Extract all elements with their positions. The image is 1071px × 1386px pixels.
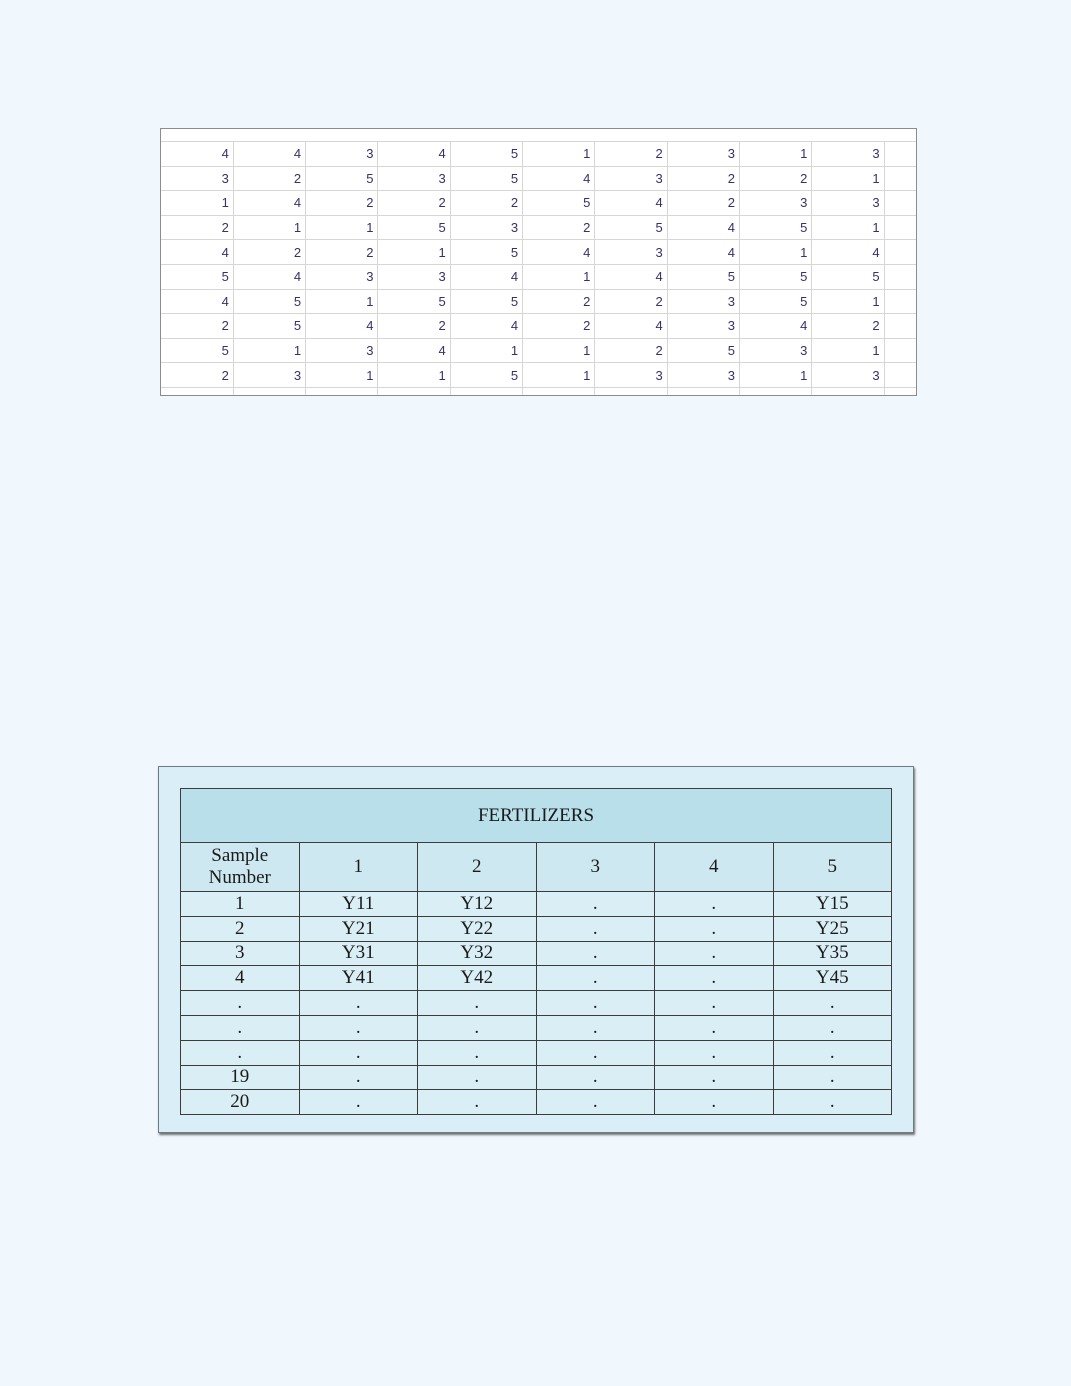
sheet-cell[interactable]: 4 [161,289,233,314]
spreadsheet-table [161,141,917,396]
sheet-cell[interactable]: 1 [812,289,884,314]
table-cell: . [773,991,892,1016]
sheet-cell[interactable]: 5 [740,264,812,289]
sheet-cell[interactable]: 2 [306,191,378,216]
table-title: FERTILIZERS [181,789,892,843]
sheet-row [161,240,917,265]
table-row [181,1065,892,1090]
sheet-cell-empty[interactable] [812,387,884,396]
sheet-cell[interactable]: 5 [595,215,667,240]
sheet-cell-empty[interactable] [233,387,305,396]
table-cell: . [418,991,537,1016]
table-cell: Y25 [773,916,892,941]
table-cell: . [655,966,774,991]
sheet-cell[interactable]: 3 [306,264,378,289]
table-cell: . [536,1015,655,1040]
sheet-cell-empty[interactable] [523,387,595,396]
table-cell: Y15 [773,892,892,917]
sample-number-cell: . [181,1040,300,1065]
sheet-cell[interactable]: 5 [740,289,812,314]
sheet-cell[interactable]: 4 [306,314,378,339]
sheet-cell[interactable]: 1 [523,264,595,289]
sheet-cell[interactable]: 5 [378,289,450,314]
sheet-cell[interactable]: 2 [740,166,812,191]
sheet-cell[interactable]: 4 [523,240,595,265]
sample-number-header [181,843,300,892]
sheet-cell[interactable]: 2 [595,338,667,363]
sheet-cell[interactable]: 2 [378,191,450,216]
sheet-cell[interactable]: 1 [306,215,378,240]
sample-number-cell: . [181,1015,300,1040]
table-cell: . [299,991,418,1016]
column-header: 1 [299,843,418,892]
sheet-cell-empty[interactable] [884,387,917,396]
sheet-cell[interactable]: 3 [740,191,812,216]
sheet-cell-empty[interactable] [884,289,917,314]
table-cell: . [773,1090,892,1115]
sheet-cell[interactable]: 1 [523,142,595,167]
table-cell: . [655,991,774,1016]
sheet-cell-empty[interactable] [595,387,667,396]
sheet-cell[interactable]: 2 [450,191,522,216]
sheet-cell[interactable]: 1 [233,215,305,240]
sheet-cell[interactable]: 3 [667,289,739,314]
sample-number-cell: 4 [181,966,300,991]
sheet-cell-empty[interactable] [884,191,917,216]
sheet-cell[interactable]: 4 [450,264,522,289]
column-header: 5 [773,843,892,892]
sheet-cell[interactable]: 3 [161,166,233,191]
sheet-row [161,166,917,191]
sheet-cell[interactable]: 1 [306,289,378,314]
sheet-cell-empty[interactable] [740,387,812,396]
sheet-cell[interactable]: 1 [161,191,233,216]
sheet-cell-empty[interactable] [450,387,522,396]
table-row [181,991,892,1016]
sheet-cell[interactable]: 2 [523,314,595,339]
sheet-cell[interactable]: 4 [161,240,233,265]
column-header: 2 [418,843,537,892]
sheet-cell[interactable]: 4 [450,314,522,339]
sheet-cell[interactable]: 1 [740,363,812,388]
sheet-cell[interactable]: 3 [595,240,667,265]
sheet-cell[interactable]: 2 [378,314,450,339]
table-cell: . [655,916,774,941]
table-cell: Y22 [418,916,537,941]
table-cell: Y31 [299,941,418,966]
table-cell: . [536,916,655,941]
table-cell: . [536,1040,655,1065]
sample-header-line1: Sample [211,845,269,866]
sheet-cell[interactable]: 1 [523,338,595,363]
table-cell: Y35 [773,941,892,966]
sheet-cell[interactable]: 2 [523,289,595,314]
table-cell: . [773,1065,892,1090]
table-row [181,941,892,966]
sheet-row [161,215,917,240]
sheet-cell[interactable]: 2 [306,240,378,265]
table-cell: Y12 [418,892,537,917]
sheet-cell-empty[interactable] [667,387,739,396]
sheet-cell[interactable]: 3 [595,166,667,191]
sheet-cell[interactable]: 5 [450,289,522,314]
table-cell: Y42 [418,966,537,991]
sheet-cell[interactable]: 3 [667,363,739,388]
sheet-cell[interactable]: 3 [378,264,450,289]
sheet-cell[interactable]: 2 [161,215,233,240]
sheet-cell[interactable]: 1 [523,363,595,388]
sheet-cell[interactable]: 5 [740,215,812,240]
sheet-cell[interactable]: 1 [812,166,884,191]
sheet-cell-empty[interactable] [884,142,917,167]
column-header: 3 [536,843,655,892]
table-cell: . [536,892,655,917]
sheet-cell[interactable]: 2 [667,166,739,191]
sheet-cell[interactable]: 4 [523,166,595,191]
sheet-cell-empty[interactable] [884,240,917,265]
sheet-row [161,289,917,314]
sheet-cell[interactable]: 3 [450,215,522,240]
table-row [181,1040,892,1065]
table-cell: . [536,1065,655,1090]
fertilizers-table-panel [158,766,914,1133]
sheet-cell[interactable]: 5 [378,215,450,240]
table-cell: . [655,892,774,917]
sample-header-line2: Number [208,867,271,888]
fertilizers-table [180,788,892,1115]
sheet-cell[interactable]: 5 [523,191,595,216]
sheet-cell[interactable]: 5 [161,264,233,289]
table-row [181,892,892,917]
spreadsheet-grid [160,128,917,396]
sample-number-cell: 3 [181,941,300,966]
sheet-cell[interactable]: 2 [595,142,667,167]
sheet-cell[interactable]: 3 [595,363,667,388]
table-cell: Y45 [773,966,892,991]
sheet-cell[interactable]: 5 [233,289,305,314]
table-cell: . [299,1090,418,1115]
sheet-cell[interactable]: 3 [667,142,739,167]
sheet-cell[interactable]: 5 [161,338,233,363]
sheet-cell[interactable]: 4 [595,191,667,216]
sheet-row [161,142,917,167]
sheet-cell[interactable]: 4 [812,240,884,265]
sheet-cell[interactable]: 3 [306,142,378,167]
sheet-cell-empty[interactable] [884,314,917,339]
sheet-cell[interactable]: 5 [450,240,522,265]
sheet-cell[interactable]: 3 [812,142,884,167]
sheet-cell[interactable]: 4 [595,264,667,289]
table-cell: . [299,1040,418,1065]
sheet-cell[interactable]: 2 [161,363,233,388]
table-cell: Y41 [299,966,418,991]
sheet-cell[interactable]: 5 [450,363,522,388]
sheet-cell[interactable]: 5 [450,166,522,191]
table-row [181,1015,892,1040]
table-cell: Y32 [418,941,537,966]
sheet-cell-empty[interactable] [884,363,917,388]
sheet-cell-empty[interactable] [884,166,917,191]
sheet-row [161,191,917,216]
table-cell: . [536,966,655,991]
sheet-cell-empty[interactable] [378,387,450,396]
sheet-cell-empty[interactable] [884,264,917,289]
sample-number-cell: 1 [181,892,300,917]
table-cell: . [773,1040,892,1065]
sheet-cell[interactable]: 5 [450,142,522,167]
sheet-cell-empty[interactable] [161,387,233,396]
table-cell: . [773,1015,892,1040]
sheet-cell[interactable]: 1 [233,338,305,363]
sheet-cell[interactable]: 3 [233,363,305,388]
sheet-cell[interactable]: 1 [812,215,884,240]
sheet-cell[interactable]: 2 [812,314,884,339]
table-cell: . [299,1015,418,1040]
sheet-row [161,264,917,289]
sheet-cell[interactable]: 4 [233,264,305,289]
sheet-cell[interactable]: 5 [667,338,739,363]
sample-number-cell: 2 [181,916,300,941]
sheet-cell[interactable]: 4 [378,142,450,167]
sheet-row [161,314,917,339]
table-cell: . [655,1065,774,1090]
table-cell: . [418,1065,537,1090]
sample-number-cell: . [181,991,300,1016]
sheet-row [161,363,917,388]
sheet-cell[interactable]: 3 [740,338,812,363]
column-header: 4 [655,843,774,892]
sample-number-cell: 19 [181,1065,300,1090]
sheet-cell[interactable]: 1 [740,142,812,167]
sheet-cell[interactable]: 3 [667,314,739,339]
sheet-cell[interactable]: 3 [812,363,884,388]
table-cell: . [418,1040,537,1065]
table-cell: . [536,941,655,966]
table-cell: Y11 [299,892,418,917]
table-cell: . [655,941,774,966]
sheet-cell[interactable]: 5 [306,166,378,191]
sheet-row [161,338,917,363]
table-row [181,966,892,991]
sheet-cell[interactable]: 2 [523,215,595,240]
sample-number-cell: 20 [181,1090,300,1115]
sheet-cell[interactable]: 3 [812,191,884,216]
sheet-cell[interactable]: 1 [740,240,812,265]
sheet-cell[interactable]: 1 [812,338,884,363]
sheet-cell[interactable]: 2 [233,240,305,265]
sheet-cell[interactable]: 2 [667,191,739,216]
sheet-cell-empty[interactable] [884,338,917,363]
table-cell: . [655,1040,774,1065]
sheet-cell[interactable]: 1 [378,240,450,265]
table-cell: . [536,991,655,1016]
table-cell: . [655,1015,774,1040]
sheet-cell[interactable]: 2 [595,289,667,314]
table-cell: . [536,1090,655,1115]
table-cell: . [655,1090,774,1115]
sheet-cell-empty[interactable] [306,387,378,396]
sheet-cell[interactable]: 4 [378,338,450,363]
sheet-cell[interactable]: 1 [450,338,522,363]
sheet-cell[interactable]: 4 [667,215,739,240]
table-cell: . [418,1015,537,1040]
sheet-cell[interactable]: 3 [378,166,450,191]
sheet-cell[interactable]: 5 [233,314,305,339]
sheet-cell[interactable]: 2 [161,314,233,339]
sheet-cell-empty[interactable] [884,215,917,240]
table-cell: Y21 [299,916,418,941]
table-row [181,1090,892,1115]
sheet-cell[interactable]: 5 [667,264,739,289]
sheet-cell[interactable]: 4 [233,191,305,216]
sheet-cell[interactable]: 1 [378,363,450,388]
sheet-cell[interactable]: 3 [306,338,378,363]
sheet-cell[interactable]: 4 [595,314,667,339]
table-row [181,916,892,941]
sheet-cell[interactable]: 2 [233,166,305,191]
sheet-row-partial [161,387,917,396]
sheet-cell[interactable]: 4 [740,314,812,339]
sheet-cell[interactable]: 5 [812,264,884,289]
sheet-cell[interactable]: 1 [306,363,378,388]
sheet-cell[interactable]: 4 [667,240,739,265]
table-cell: . [418,1090,537,1115]
sheet-cell[interactable]: 4 [233,142,305,167]
table-cell: . [299,1065,418,1090]
sheet-cell[interactable]: 4 [161,142,233,167]
